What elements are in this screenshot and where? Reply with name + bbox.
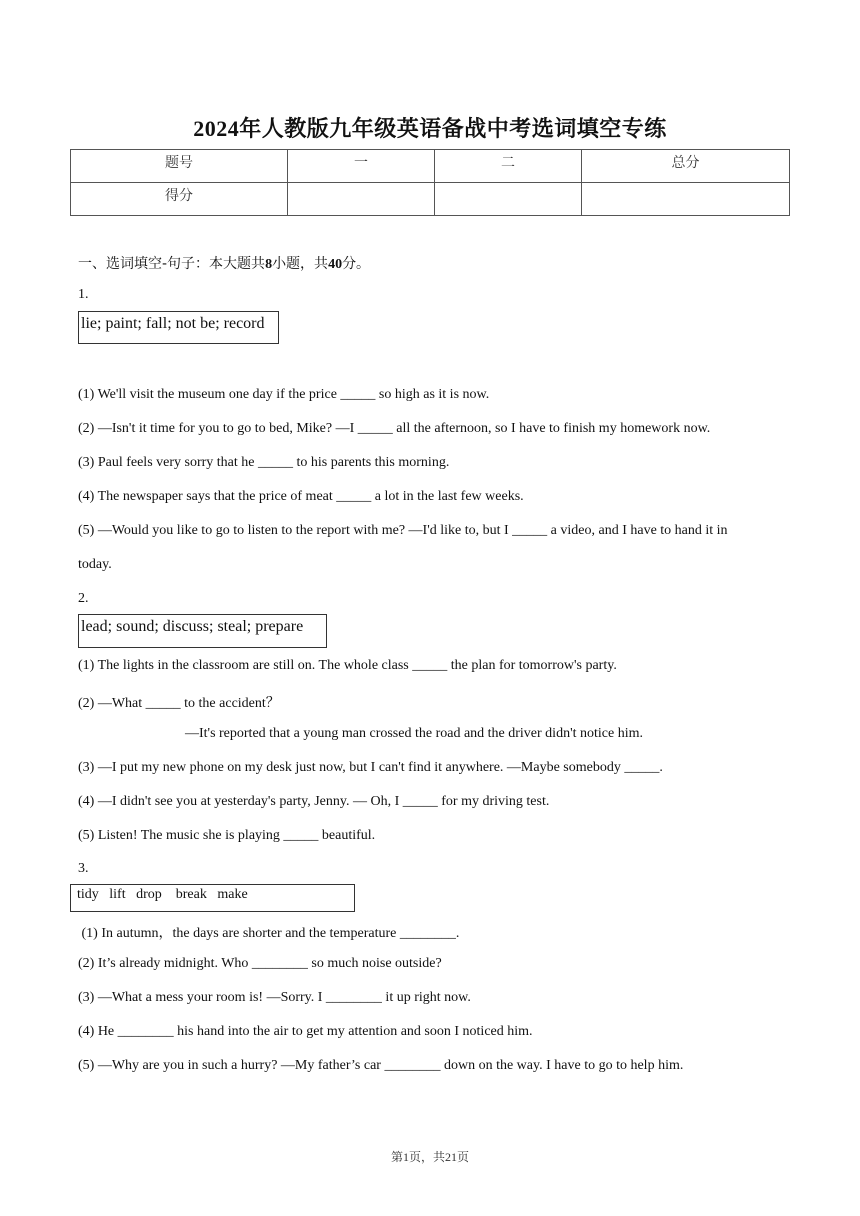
page-title: 2024年人教版九年级英语备战中考选词填空专练	[193, 116, 667, 141]
score-header-cell: 总分	[582, 150, 790, 183]
question-number: 2.	[78, 591, 89, 606]
page-footer: 第1页，共21页	[390, 1150, 469, 1164]
question-item: (2) It’s already midnight. Who ________ so much noise outside?	[78, 956, 442, 971]
question-item: (4) He ________ his hand into the air to get my attention and soon I noticed him.	[78, 1024, 533, 1039]
score-header-cell: 一	[288, 150, 435, 183]
score-table	[70, 149, 790, 216]
question-item-continuation: today.	[78, 557, 112, 572]
score-table-header-row	[71, 150, 790, 183]
score-cell[interactable]	[288, 183, 435, 216]
score-row-label: 得分	[71, 183, 288, 216]
question-item: (4) —I didn't see you at yesterday's party, Jenny. — Oh, I _____ for my driving test.	[78, 794, 550, 809]
question-item: (5) Listen! The music she is playing _____ beautiful.	[78, 828, 376, 843]
question-item: (2) —Isn't it time for you to go to bed, Mike? —I _____ all the afternoon, so I have to finish my homework now.	[78, 421, 711, 436]
question-item: (1) The lights in the classroom are still on. The whole class _____ the plan for tomorrow's party.	[78, 658, 617, 673]
question-number: 3.	[78, 861, 89, 876]
question-number: 1.	[78, 287, 89, 302]
score-cell[interactable]	[435, 183, 582, 216]
score-cell[interactable]	[582, 183, 790, 216]
section-heading: 一、选词填空-句子：本大题共8小题，共40分。	[78, 256, 371, 272]
word-box: tidy lift drop break make	[70, 884, 355, 912]
question-item: (2) —What _____ to the accident？	[78, 696, 280, 711]
question-item: (5) —Why are you in such a hurry? —My father’s car ________ down on the way. I have to go to help him.	[78, 1058, 684, 1073]
word-box: lie; paint; fall; not be; record	[78, 311, 279, 344]
question-item: (3) —What a mess your room is! —Sorry. I ________ it up right now.	[78, 990, 471, 1005]
score-header-cell: 二	[435, 150, 582, 183]
question-item: (3) Paul feels very sorry that he _____ to his parents this morning.	[78, 455, 450, 470]
question-item: (1) In autumn，the days are shorter and the temperature ________.	[78, 926, 460, 941]
score-header-cell: 题号	[71, 150, 288, 183]
score-table-row	[71, 183, 790, 216]
question-item-answer: —It's reported that a young man crossed the road and the driver didn't notice him.	[185, 726, 643, 741]
question-item: (5) —Would you like to go to listen to the report with me? —I'd like to, but I _____ a video, and I have to hand it in	[78, 523, 728, 538]
question-item: (4) The newspaper says that the price of meat _____ a lot in the last few weeks.	[78, 489, 524, 504]
question-item: (1) We'll visit the museum one day if the price _____ so high as it is now.	[78, 387, 490, 402]
word-box: lead; sound; discuss; steal; prepare	[78, 614, 327, 648]
question-item: (3) —I put my new phone on my desk just now, but I can't find it anywhere. —Maybe somebody _____.	[78, 760, 663, 775]
